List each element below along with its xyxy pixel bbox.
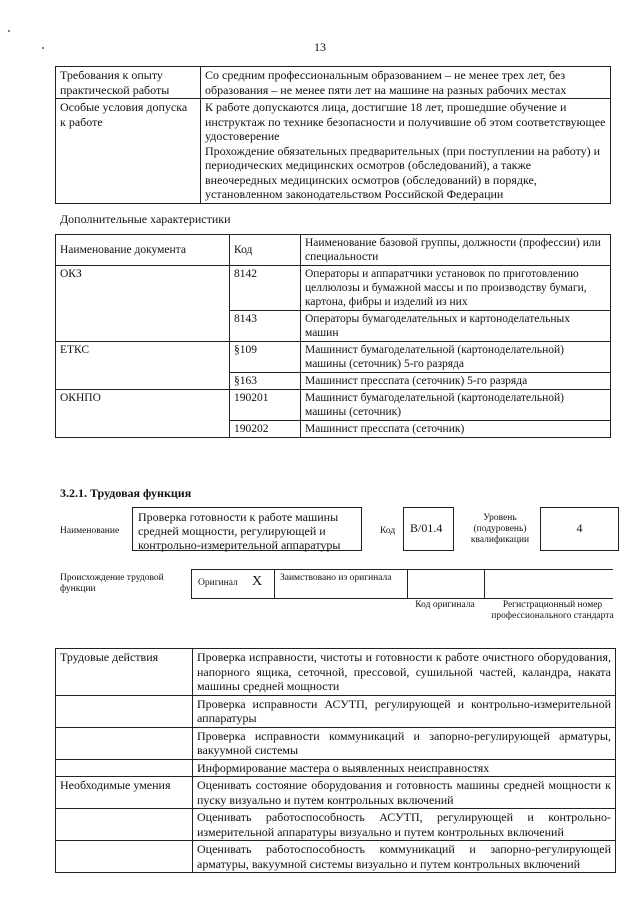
table-row (56, 67, 611, 99)
section-title: 3.2.1. Трудовая функция (60, 486, 192, 500)
skills-label: Необходимые умения (56, 777, 193, 809)
table-row (56, 727, 616, 759)
original-mark: Х (252, 574, 263, 589)
skill-item: Оценивать работоспособность коммуникаций и запорно-регулирующей арматуры, вакуумной системы визуально и путем контрольных включений (193, 841, 616, 873)
table-row (56, 841, 616, 873)
level-box: 4 (540, 507, 619, 551)
code-cell: §109 (230, 342, 301, 373)
function-details-table (55, 648, 616, 873)
header-cell: Наименование документа (56, 235, 230, 266)
action-item: Проверка исправности АСУТП, регулирующей и контрольно-измерительной аппаратуры (193, 695, 616, 727)
header-cell: Код (230, 235, 301, 266)
spacer-cell (56, 841, 193, 873)
borrowed-label: Заимствовано из оригинала (280, 573, 392, 583)
doc-cell (56, 421, 230, 438)
spacer-cell (56, 695, 193, 727)
additional-title: Дополнительные характеристики (60, 212, 231, 226)
skill-item: Оценивать состояние оборудования и готовность машины средней мощности к пуску визуально и путем контрольных включений (193, 777, 616, 809)
doc-cell: ОКЗ (56, 266, 230, 311)
name-cell: Машинист пресспата (сеточник) 5-го разряда (301, 373, 611, 390)
skill-item: Оценивать работоспособность АСУТП, регулирующей и контрольно-измерительной аппаратуры визуально и путем контрольных включений (193, 809, 616, 841)
table-row (56, 373, 611, 390)
level-label: Уровень (подуровень) квалификации (470, 513, 530, 545)
row-label: Особые условия допуска к работе (56, 99, 201, 204)
row-value: Со средним профессиональным образованием – не менее трех лет, без образования – не менее пяти лет на машине на разных рабочих местах (201, 67, 611, 99)
doc-cell (56, 373, 230, 390)
doc-cell: ОКНПО (56, 390, 230, 421)
table-row (56, 777, 616, 809)
divider (484, 569, 485, 599)
code-cell: 190202 (230, 421, 301, 438)
reg-number-caption: Регистрационный номер профессионального стандарта (491, 600, 614, 621)
table-row (56, 759, 616, 777)
table-row (56, 421, 611, 438)
action-item: Проверка исправности, чистоты и готовности к работе очистного оборудования, напорного ящика, сеточной, прессовой, сушильной частей, каландра, наката машины средней мощности (193, 649, 616, 696)
name-cell: Машинист бумагоделательной (картоноделательной) машины (сеточник) 5-го разряда (301, 342, 611, 373)
name-cell: Операторы бумагоделательных и картоноделательных машин (301, 311, 611, 342)
divider (407, 569, 408, 599)
table-row (56, 695, 616, 727)
name-cell: Машинист пресспата (сеточник) (301, 421, 611, 438)
spacer-cell (56, 759, 193, 777)
doc-cell: ЕТКС (56, 342, 230, 373)
scan-speck (8, 30, 10, 32)
name-cell: Машинист бумагоделательной (картоноделательной) машины (сеточник) (301, 390, 611, 421)
table-row (56, 809, 616, 841)
table-header-row (56, 235, 611, 266)
spacer-cell (56, 809, 193, 841)
header-cell: Наименование базовой группы, должности (профессии) или специальности (301, 235, 611, 266)
function-name-box: Проверка готовности к работе машины средней мощности, регулирующей и контрольно-измерительной аппаратуры (132, 507, 362, 551)
code-original-caption: Код оригинала (415, 600, 475, 610)
row-label: Требования к опыту практической работы (56, 67, 201, 99)
value-paragraph: Прохождение обязательных предварительных (при поступлении на работу) и периодических медицинских осмотров (обследований), а также внеочередных медицинских осмотров (обследований) в порядке, установленном законодательством Российской Федерации (205, 143, 601, 201)
table-row (56, 649, 616, 696)
value-paragraph: К работе допускаются лица, достигшие 18 лет, прошедшие обучение и инструктаж по технике безопасности и получившие об этом соответствующее удостоверение (205, 100, 606, 143)
row-value (201, 99, 611, 204)
code-label: Код (380, 526, 396, 536)
code-cell: §163 (230, 373, 301, 390)
code-cell: 8142 (230, 266, 301, 311)
table-row (56, 99, 611, 204)
name-cell: Операторы и аппаратчики установок по приготовлению целлюлозы и бумажной массы и по производству бумаги, картона, фибры и изделий из них (301, 266, 611, 311)
origin-row (191, 569, 613, 599)
code-cell: 8143 (230, 311, 301, 342)
original-label: Оригинал (198, 578, 238, 588)
origin-label: Происхождение трудовой функции (60, 573, 164, 594)
doc-cell (56, 311, 230, 342)
action-item: Проверка исправности коммуникаций и запорно-регулирующей арматуры, вакуумной системы (193, 727, 616, 759)
action-item: Информирование мастера о выявленных неисправностях (193, 759, 616, 777)
table-row (56, 266, 611, 311)
table-row (56, 311, 611, 342)
table-row (56, 390, 611, 421)
name-label: Наименование (60, 526, 120, 536)
additional-table (55, 234, 611, 438)
actions-label: Трудовые действия (56, 649, 193, 696)
requirements-table (55, 66, 611, 204)
page-number: 13 (314, 40, 326, 54)
code-cell: 190201 (230, 390, 301, 421)
table-row (56, 342, 611, 373)
function-code-box: В/01.4 (403, 507, 454, 551)
spacer-cell (56, 727, 193, 759)
divider (274, 569, 275, 599)
